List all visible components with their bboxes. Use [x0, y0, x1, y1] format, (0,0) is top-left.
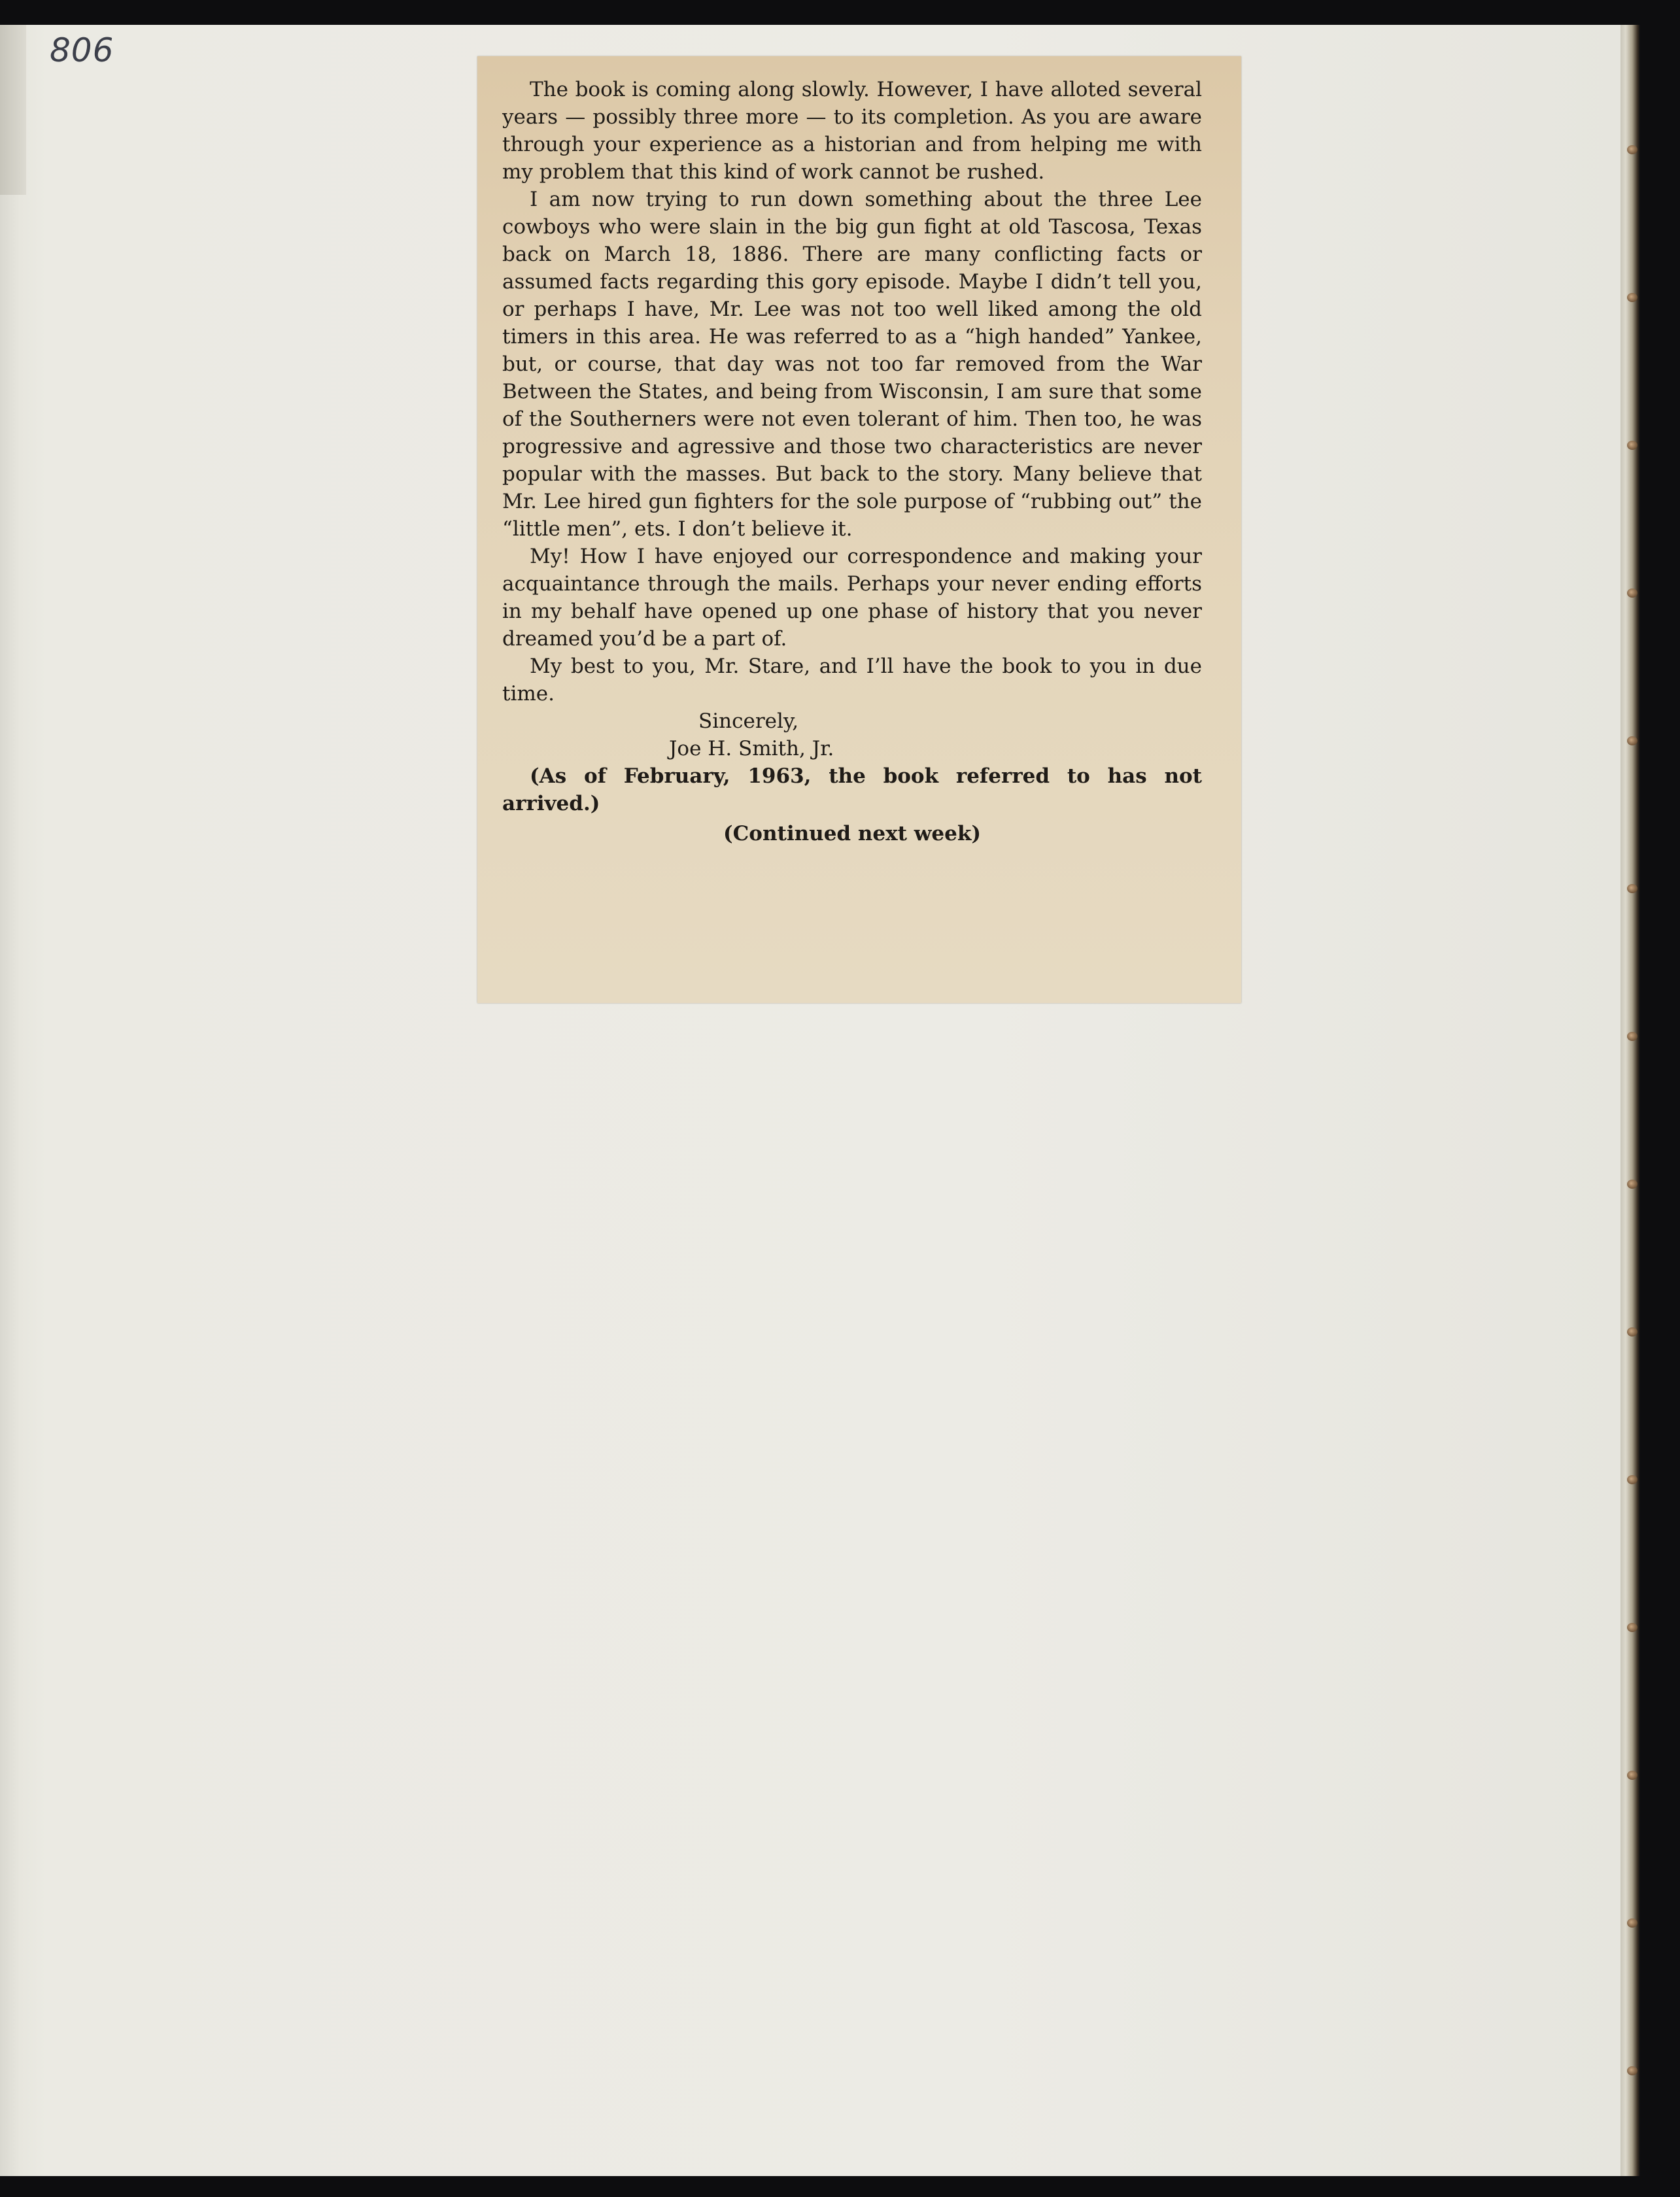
binding-ring [1627, 1771, 1637, 1780]
binding-ring [1627, 1180, 1637, 1189]
editor-note: (As of February, 1963, the book referred to has not arrived.) [502, 764, 1202, 815]
binding-ring [1627, 1327, 1637, 1337]
letter-signature: Joe H. Smith, Jr. [669, 737, 834, 760]
clipping-paragraph: I am now trying to run down something about the three Lee cowboys who were slain in the big gun fight at old Tascosa, Texas back on March 18, 1886. There are many conflicting facts or assumed facts regarding this gory episode. Maybe I didn’t tell you, or perhaps I have, Mr. Lee was not too well liked among the old timers in this area. He was referred to as a “high handed” Yankee, but, or course, that day was not too far removed from the War Between the States, and being from Wisconsin, I am sure that some of the Southerners were not even tolerant of him. Then too, he was progressive and agressive and those two characteristics are never popular with the masses. But back to the story. Many believe that Mr. Lee hired gun fighters for the sole purpose of “rubbing out” the “little men”, ets. I don’t believe it. [502, 188, 1202, 541]
page-edge [0, 25, 26, 195]
clipping-paragraph: My best to you, Mr. Stare, and I’ll have the book to you in due time. [502, 655, 1202, 706]
binding-ring [1627, 2066, 1637, 2075]
binding-ring [1627, 1918, 1637, 1928]
binding-ring [1627, 1623, 1637, 1632]
album-binding [1620, 25, 1640, 2176]
binding-ring [1627, 1475, 1637, 1484]
binding-ring [1627, 736, 1637, 745]
binding-ring [1627, 293, 1637, 302]
binding-ring [1627, 588, 1637, 598]
binding-ring [1627, 145, 1637, 154]
clipping-paragraph: The book is coming along slowly. However, I have alloted several years — possibly three more — to its completion. As you are aware through your experience as a historian and from helping me with my problem that this kind of work cannot be rushed. [502, 78, 1202, 184]
page-number: 806 [50, 31, 114, 69]
binding-ring [1627, 1032, 1637, 1041]
newspaper-clipping [477, 56, 1241, 1003]
letter-closing: Sincerely, [698, 709, 799, 733]
clipping-paragraph: My! How I have enjoyed our correspondence and making your acquaintance through the mails. Perhaps your never ending efforts in my behalf have opened up one phase of history that you never dreamed you’d be a part of. [502, 545, 1202, 651]
binding-ring [1627, 884, 1637, 893]
clipping-body [502, 76, 1202, 847]
binding-ring [1627, 441, 1637, 450]
continued-notice: (Continued next week) [723, 822, 982, 845]
